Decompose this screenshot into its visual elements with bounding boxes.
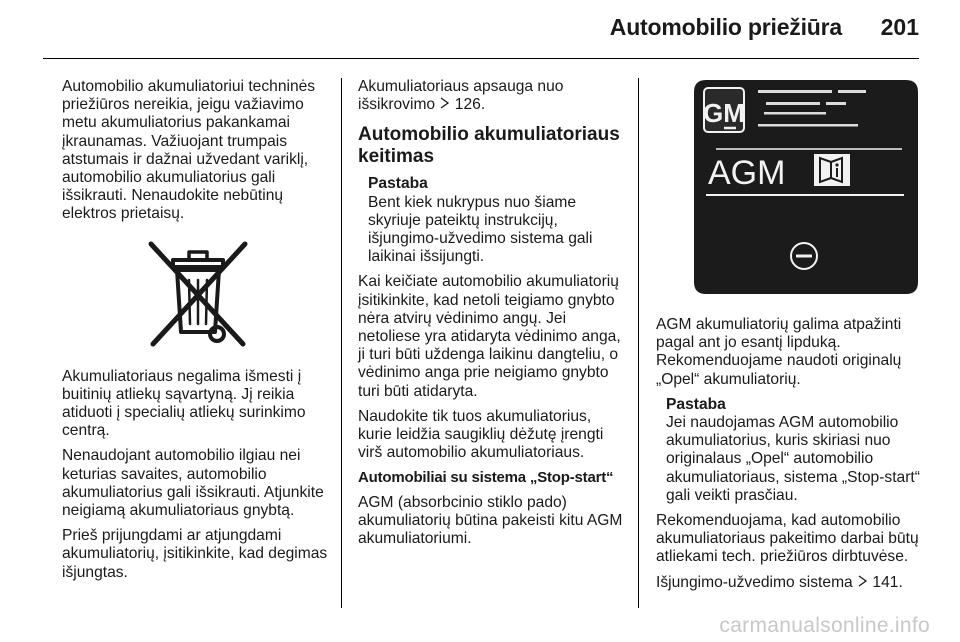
page-reference-arrow-icon [439,96,450,114]
page-title: Automobilio priežiūra [609,14,842,40]
discharge-protection-reference [358,78,628,114]
note-text: Jei naudojamas AGM automobilio akumuliatorius, kuris skiriasi nuo originalaus „Opel“ automobilio akumuliatoriaus, sistema „Stop-start“ gali veikti prasčiau. [666,414,920,504]
page-reference-arrow-icon [857,574,868,592]
agm-battery-label-illustration [692,78,920,296]
ignition-off-paragraph: Prieš prijungdami ar atjungdami akumuliatorių, įsitikinkite, kad degimas išjungtas. [62,527,328,581]
vent-openings-paragraph: Kai keičiate automobilio akumuliatorių įsitikinkite, kad netoli teigiamo gnybto nėra atvirų vėdinimo angų. Jei netoliese yra atidaryta vėdinimo anga, ji turi būti uždenga laikinu dangteliu, o vėdinimo anga prie neigiamo gnybto turi būti atidaryta. [358,273,621,400]
note-title: Pastaba [368,175,428,193]
long-parking-paragraph: Nenaudojant automobilio ilgiau nei keturias savaites, automobilio akumuliatorius gali išsikrauti. Atjunkite neigiamą akumuliatoriaus gnybtą. [62,447,324,520]
crossed-out-bin-icon [62,240,334,350]
note-block-agm [656,396,922,505]
workshop-recommendation-paragraph: Rekomenduojama, kad automobilio akumuliatoriaus pakeitimo darbai būtų atliekami tech. priežiūros dirbtuvėse. [656,512,919,566]
agm-text: AGM [708,154,786,192]
page-header [0,0,960,60]
note-block [358,175,628,266]
gm-logo-text: GM [703,98,745,128]
fuse-box-paragraph: Naudokite tik tuos akumuliatorius, kurie leidžia saugiklių dėžutę įrengti virš automobilio akumuliatoriaus. [358,407,604,462]
column-2 [358,78,628,555]
reference-text: Akumuliatoriaus apsauga nuo išsikrovimo [358,78,564,114]
subheading-stop-start: Automobiliai su sistema „Stop-start“ [358,469,614,487]
agm-identification-paragraph: AGM akumuliatorių galima atpažinti pagal ant jo esantį lipduką. Rekomenduojame naudoti originalų „Opel“ akumuliatorių. [656,316,902,388]
disposal-paragraph: Akumuliatoriaus negalima išmesti į buitinių atliekų sąvartyną. Jį reikia atiduoti į specialių atliekų surinkimo centrą. [62,367,306,440]
column-divider-1 [341,78,342,608]
header-divider [43,58,919,59]
battery-maintenance-paragraph: Automobilio akumuliatoriui techninės priežiūros nereikia, jeigu važiavimo metu akumuliatorius pakankamai įkraunamas. Važiuojant trumpais atstumais ir dažnai užvedant variklį, automobilio akumuliatorius gali išsikrauti. Nenaudokite nebūtinų elektros prietaisų. [62,78,316,223]
stop-start-reference [656,574,922,592]
column-divider-2 [638,78,639,608]
column-1 [62,78,334,589]
column-3 [656,78,922,599]
reference-text: Išjungimo-užvedimo sistema [656,573,853,591]
agm-replacement-paragraph: AGM (absorbcinio stiklo pado) akumuliatorių būtina pakeisti kitu AGM akumuliatoriumi. [358,493,623,548]
note-title: Pastaba [666,395,726,413]
section-heading-battery-replacement: Automobilio akumuliatoriaus keitimas [358,124,620,167]
reference-page: 126. [454,96,486,114]
note-text: Bent kiek nukrypus nuo šiame skyriuje pateiktų instrukcijų, išjungimo-užvedimo sistema gali laikinai išsijungti. [368,193,593,266]
page-number: 201 [880,14,919,40]
reference-page: 141. [872,573,903,591]
watermark: carmanualsonline.info [719,614,930,637]
